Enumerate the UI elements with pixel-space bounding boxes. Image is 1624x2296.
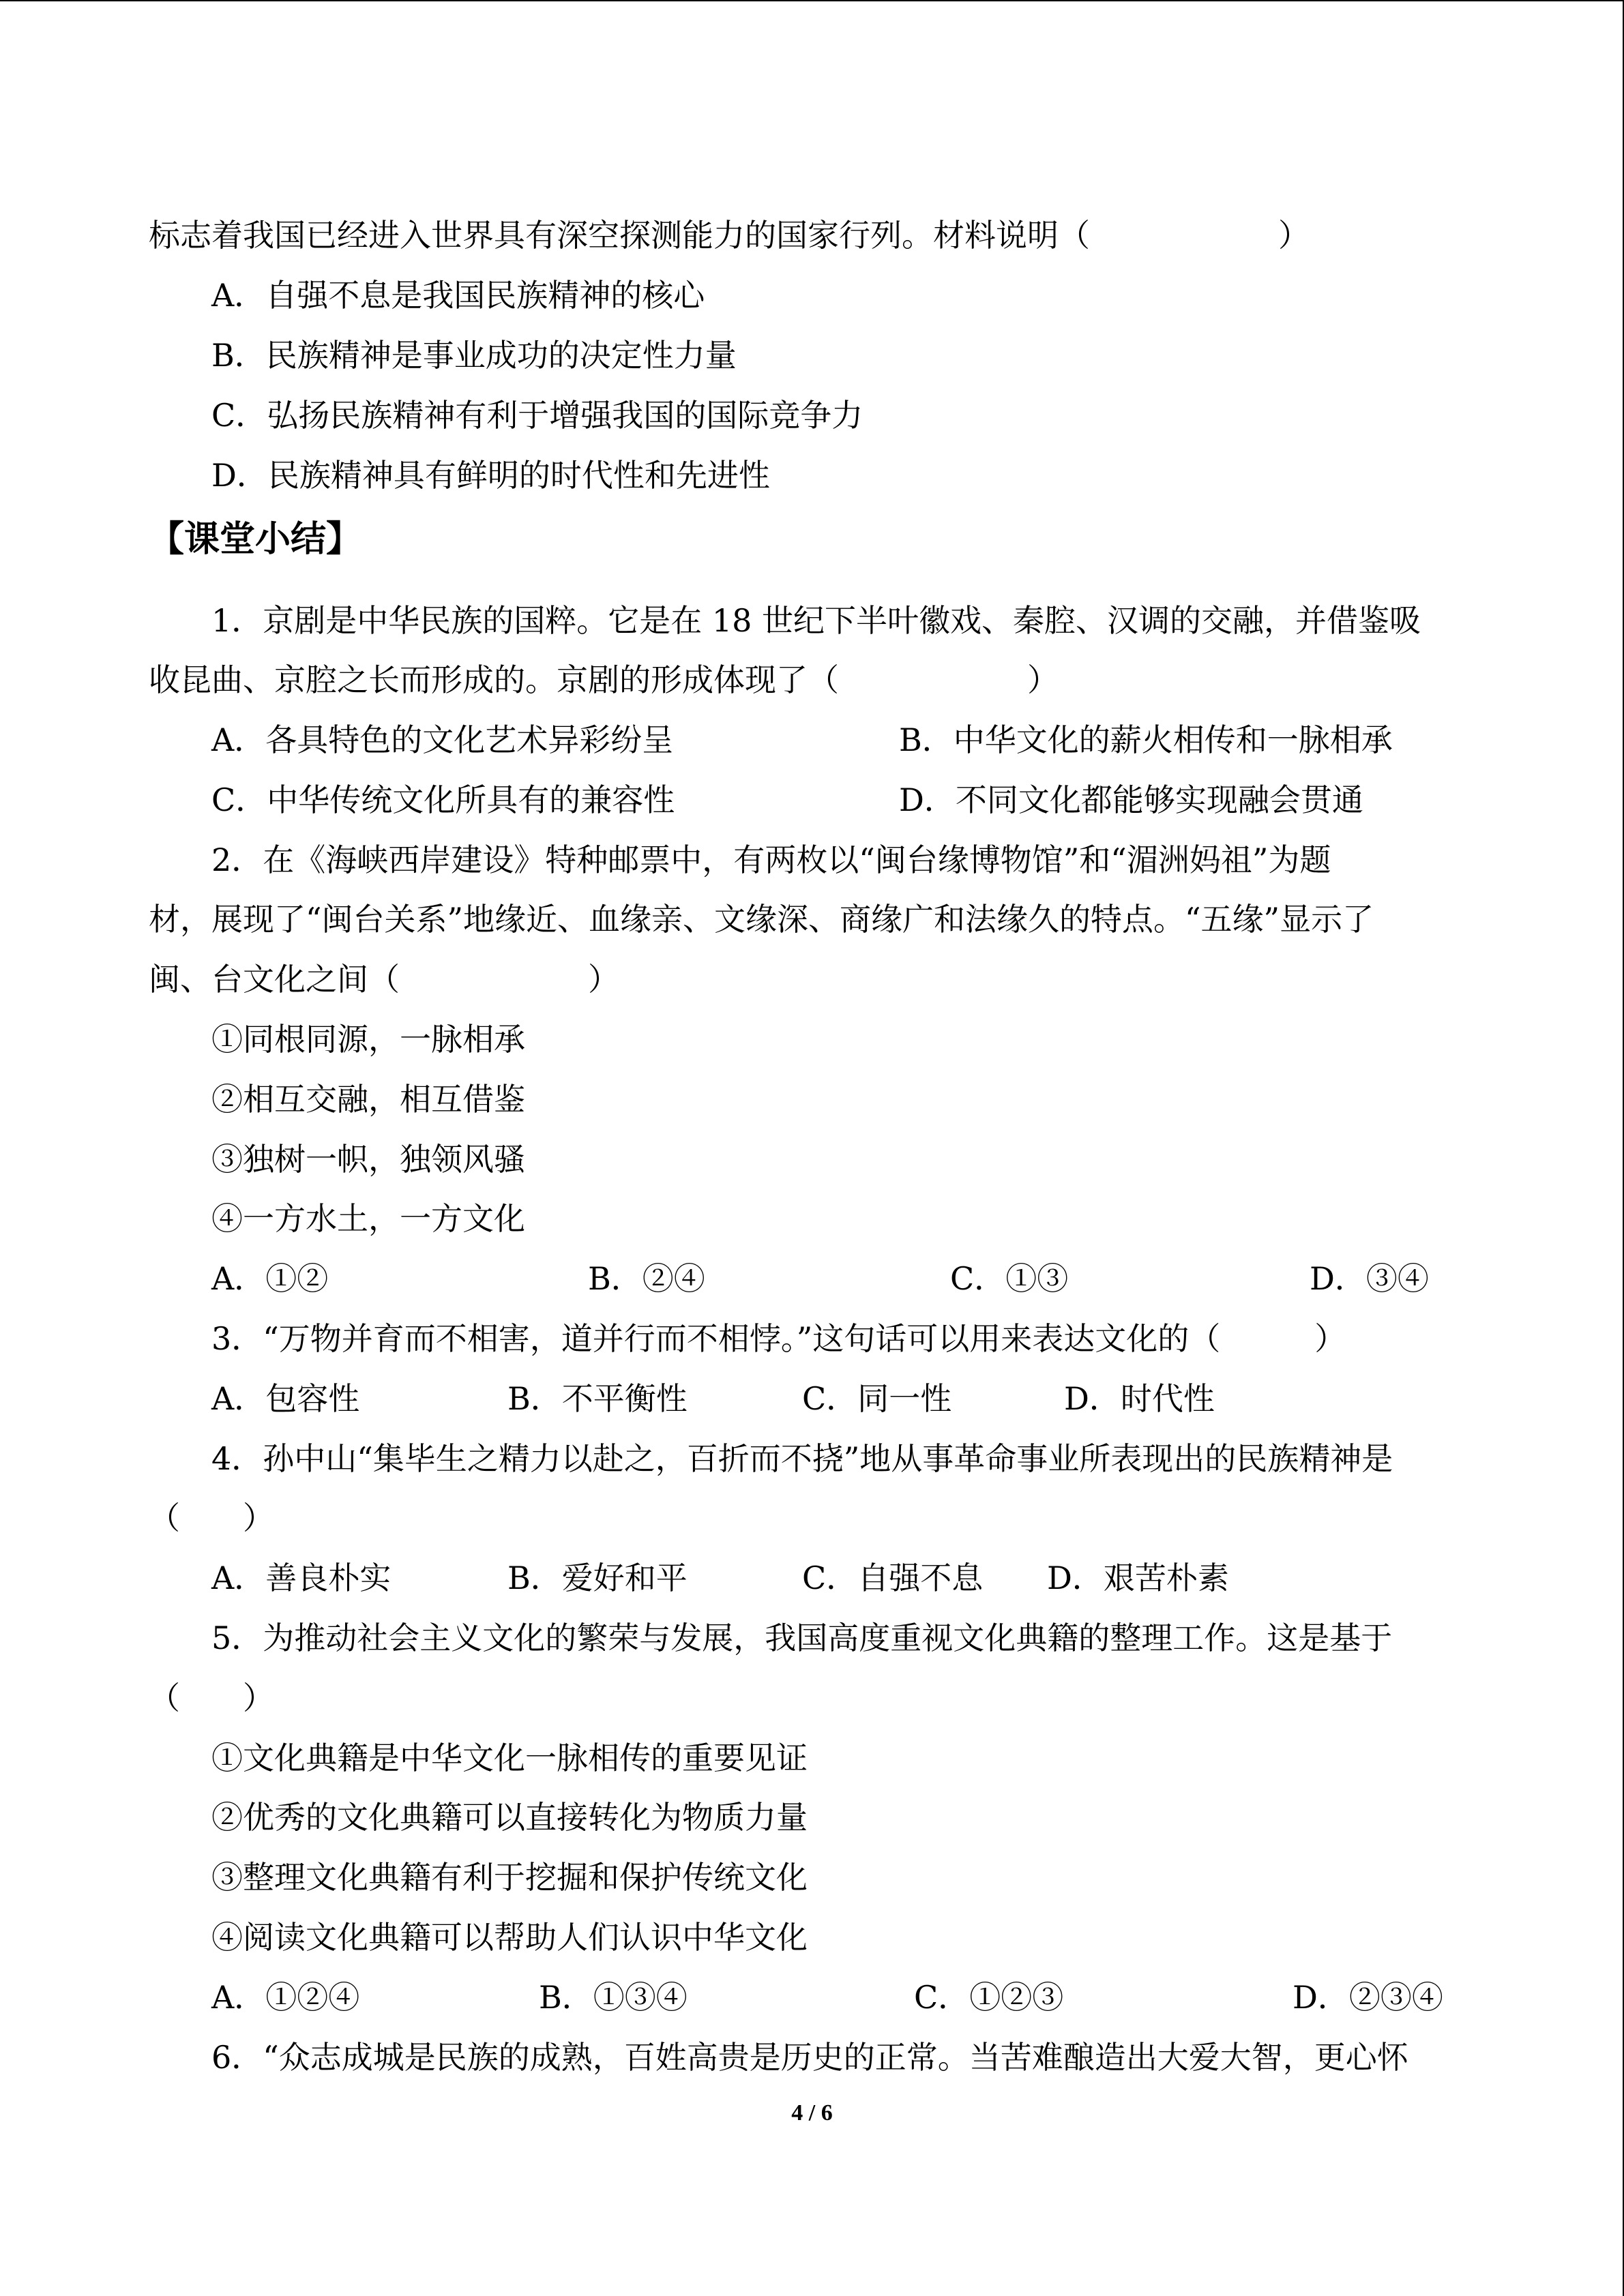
q5-stem-line-1: 5．为推动社会主义文化的繁荣与发展，我国高度重视文化典籍的整理工作。这是基于 <box>211 1620 1393 1656</box>
q1-option-c: C．中华传统文化所具有的兼容性 <box>211 781 675 818</box>
q3-option-b: B．不平衡性 <box>507 1380 688 1417</box>
q2-item-3: ③独树一帜，独领风骚 <box>211 1141 525 1178</box>
q5-item-4: ④阅读文化典籍可以帮助人们认识中华文化 <box>211 1919 808 1956</box>
q1-stem-line-2: 收昆曲、京腔之长而形成的。京剧的形成体现了（ ） <box>149 661 1059 698</box>
q5-option-d: D．②③④ <box>1293 1979 1443 2016</box>
q3-option-c: C．同一性 <box>802 1380 952 1417</box>
q3-option-d: D．时代性 <box>1064 1380 1215 1417</box>
q4-option-b: B．爱好和平 <box>507 1560 688 1596</box>
intro-option-d: D．民族精神具有鲜明的时代性和先进性 <box>211 457 770 494</box>
q5-item-1: ①文化典籍是中华文化一脉相传的重要见证 <box>211 1740 808 1776</box>
q2-stem-line-2: 材，展现了“闽台关系”地缘近、血缘亲、文缘深、商缘广和法缘久的特点。“五缘”显示了 <box>149 901 1374 938</box>
q5-stem-line-2: （ ） <box>149 1680 274 1716</box>
q2-item-1: ①同根同源，一脉相承 <box>211 1021 525 1058</box>
q2-option-b: B．②④ <box>588 1260 705 1297</box>
q1-option-d: D．不同文化都能够实现融会贯通 <box>899 781 1363 818</box>
q5-option-a: A．①②④ <box>211 1979 360 2016</box>
page-number: 4 / 6 <box>791 2100 833 2126</box>
q6-stem: 6．“众志成城是民族的成熟，百姓高贵是历史的正常。当苦难酿造出大爱大智，更心怀 <box>211 2039 1408 2076</box>
q4-option-d: D．艰苦朴素 <box>1047 1560 1229 1596</box>
intro-option-a: A．自强不息是我国民族精神的核心 <box>211 277 705 314</box>
q3-stem: 3．“万物并育而不相害，道并行而不相悖。”这句话可以用来表达文化的（ ） <box>211 1320 1346 1357</box>
q3-option-a: A．包容性 <box>211 1380 360 1417</box>
q5-option-b: B．①③④ <box>539 1979 688 2016</box>
intro-question-tail: 标志着我国已经进入世界具有深空探测能力的国家行列。材料说明（ ） <box>149 217 1310 254</box>
q2-option-a: A．①② <box>211 1260 329 1297</box>
q4-stem-line-2: （ ） <box>149 1500 274 1536</box>
intro-option-b: B．民族精神是事业成功的决定性力量 <box>211 337 737 374</box>
q1-stem-line-1: 1．京剧是中华民族的国粹。它是在 18 世纪下半叶徽戏、秦腔、汉调的交融，并借鉴吸 <box>211 602 1421 639</box>
intro-option-c: C．弘扬民族精神有利于增强我国的国际竞争力 <box>211 397 863 434</box>
q4-option-c: C．自强不息 <box>802 1560 984 1596</box>
section-title: 【课堂小结】 <box>149 519 362 560</box>
q2-item-4: ④一方水土，一方文化 <box>211 1200 525 1237</box>
q5-item-3: ③整理文化典籍有利于挖掘和保护传统文化 <box>211 1859 808 1896</box>
q2-stem-line-3: 闽、台文化之间（ ） <box>149 961 619 998</box>
q4-stem-line-1: 4．孙中山“集毕生之精力以赴之，百折而不挠”地从事革命事业所表现出的民族精神是 <box>211 1440 1393 1477</box>
q2-stem-line-1: 2．在《海峡西岸建设》特种邮票中，有两枚以“闽台缘博物馆”和“湄洲妈祖”为题 <box>211 841 1331 878</box>
q2-option-c: C．①③ <box>950 1260 1069 1297</box>
q5-item-2: ②优秀的文化典籍可以直接转化为物质力量 <box>211 1799 808 1836</box>
q2-item-2: ②相互交融，相互借鉴 <box>211 1081 525 1118</box>
q5-option-c: C．①②③ <box>914 1979 1064 2016</box>
q2-option-d: D．③④ <box>1310 1260 1429 1297</box>
q1-option-a: A．各具特色的文化艺术异彩纷呈 <box>211 721 674 758</box>
q1-option-b: B．中华文化的薪火相传和一脉相承 <box>899 721 1393 758</box>
q4-option-a: A．善良朴实 <box>211 1560 392 1596</box>
